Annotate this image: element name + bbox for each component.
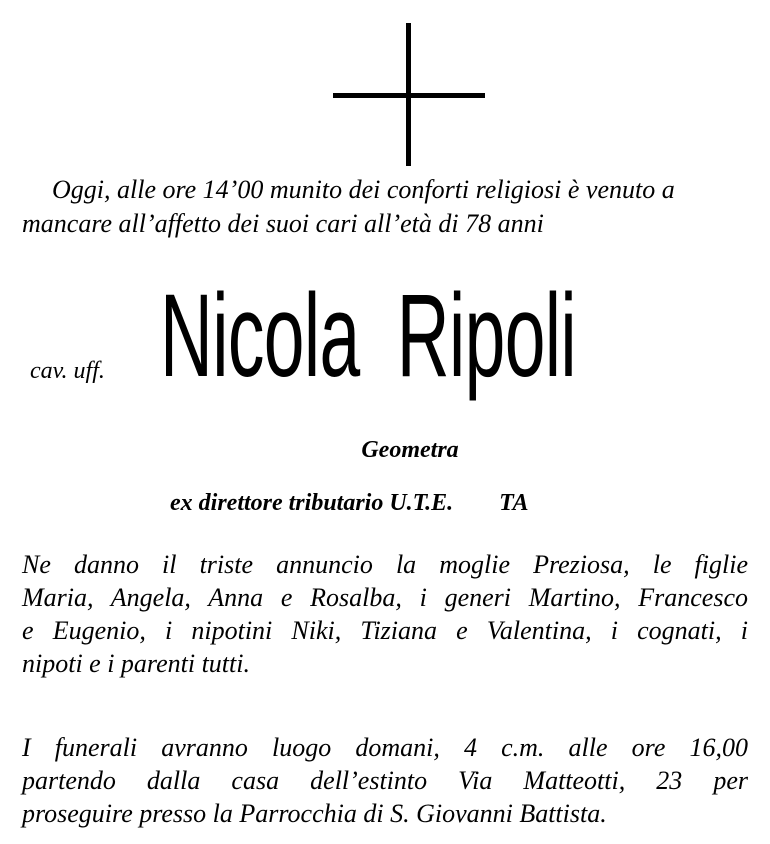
intro-line: Oggi, alle ore 14’00 munito dei conforti religiosi è venuto a (52, 175, 675, 204)
intro-line: mancare all’affetto dei suoi cari all’età di 78 anni (22, 209, 544, 238)
role (170, 490, 528, 517)
first-name: Nicola (160, 270, 360, 402)
announcement-line: Ne danno il triste annuncio la moglie Preziosa, le figlie (22, 550, 748, 579)
funeral-line: I funerali avranno luogo domani, 4 c.m. alle ore 16,00 (22, 733, 748, 762)
announcement-paragraph (22, 548, 748, 680)
deceased-name (160, 268, 576, 404)
role-place: TA (499, 490, 529, 516)
role-text: ex direttore tributario U.T.E. (170, 490, 454, 516)
honorific: cav. uff. (30, 358, 105, 384)
funeral-line: proseguire presso la Parrocchia di S. Giovanni Battista. (22, 799, 607, 828)
last-name: Ripoli (396, 270, 577, 402)
profession: Geometra (361, 437, 459, 463)
announcement-line: Maria, Angela, Anna e Rosalba, i generi Martino, Francesco (22, 583, 748, 612)
announcement-line: e Eugenio, i nipotini Niki, Tiziana e Valentina, i cognati, i (22, 616, 748, 645)
funeral-paragraph (22, 731, 748, 830)
cross-icon (333, 23, 485, 166)
announcement-line: nipoti e i parenti tutti. (22, 649, 250, 678)
intro-text (22, 173, 742, 241)
funeral-line: partendo dalla casa dell’estinto Via Matteotti, 23 per (22, 766, 748, 795)
